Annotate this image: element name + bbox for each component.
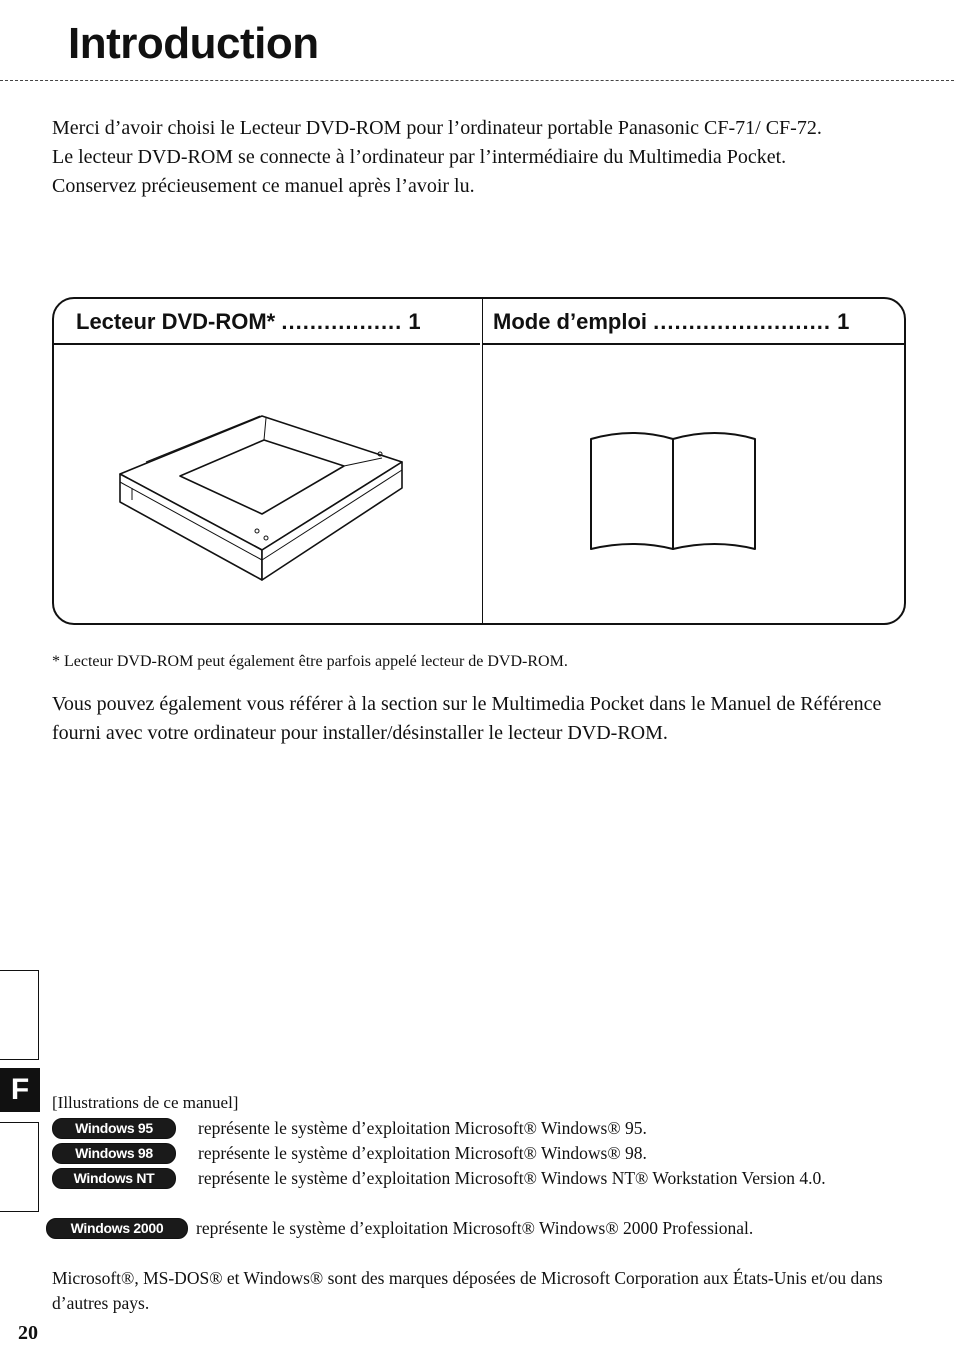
- title-divider: [0, 80, 954, 81]
- side-tab-frame: [0, 970, 39, 1060]
- dvd-drive-illustration: [112, 404, 412, 584]
- contents-item-header: [54, 299, 480, 345]
- os-description: représente le système d’exploitation Microsoft® Windows® 98.: [198, 1143, 647, 1163]
- contents-item-name: Mode d’emploi: [493, 309, 647, 334]
- contents-item-qty: 1: [837, 309, 850, 334]
- language-tab: F: [0, 1068, 40, 1112]
- contents-item-dots: .................: [281, 309, 403, 334]
- os-description: représente le système d’exploitation Microsoft® Windows® 2000 Professional.: [196, 1218, 754, 1238]
- contents-item-header: [483, 299, 904, 345]
- os-legend-row: [52, 1141, 922, 1166]
- side-tab-frame: [0, 1122, 39, 1212]
- os-badge: Windows 2000: [46, 1218, 188, 1239]
- illustrations-heading: [Illustrations de ce manuel]: [52, 1093, 239, 1112]
- package-contents-box: [52, 297, 906, 625]
- trademark-notice: Microsoft®, MS-DOS® et Windows® sont des marques déposées de Microsoft Corporation aux États-Unis et/ou dans d’autres pays.: [52, 1268, 883, 1313]
- reference-note: Vous pouvez également vous référer à la section sur le Multimedia Pocket dans le Manuel de Référence fourni avec votre ordinateur pour installer/désinstaller le lecteur DVD-ROM.: [52, 693, 882, 744]
- os-description: représente le système d’exploitation Microsoft® Windows NT® Workstation Version 4.0.: [198, 1168, 826, 1188]
- os-badge: Windows 98: [52, 1143, 176, 1164]
- page-title: Introduction: [68, 19, 319, 68]
- contents-item-dots: .........................: [653, 309, 831, 334]
- os-description: représente le système d’exploitation Microsoft® Windows® 95.: [198, 1118, 647, 1138]
- page-number: 20: [18, 1322, 38, 1344]
- intro-paragraph-1: Merci d’avoir choisi le Lecteur DVD-ROM pour l’ordinateur portable Panasonic CF-71/ CF-72.: [52, 117, 822, 139]
- os-legend-row: [46, 1216, 922, 1241]
- os-badge: Windows 95: [52, 1118, 176, 1139]
- os-legend-row: [52, 1116, 922, 1141]
- os-legend-row: [52, 1166, 922, 1216]
- intro-paragraph-3: Conservez précieusement ce manuel après l’avoir lu.: [52, 175, 475, 197]
- contents-item-qty: 1: [408, 309, 421, 334]
- os-badge: Windows NT: [52, 1168, 176, 1189]
- contents-item-name: Lecteur DVD-ROM*: [76, 309, 276, 334]
- footnote: * Lecteur DVD-ROM peut également être parfois appelé lecteur de DVD-ROM.: [52, 653, 568, 670]
- intro-text: [52, 114, 922, 201]
- contents-item-manual: [482, 299, 904, 623]
- contents-item-dvd-drive: [54, 299, 480, 623]
- manual-book-illustration: [587, 427, 759, 553]
- intro-paragraph-2: Le lecteur DVD-ROM se connecte à l’ordinateur par l’intermédiaire du Multimedia Pocket.: [52, 146, 787, 168]
